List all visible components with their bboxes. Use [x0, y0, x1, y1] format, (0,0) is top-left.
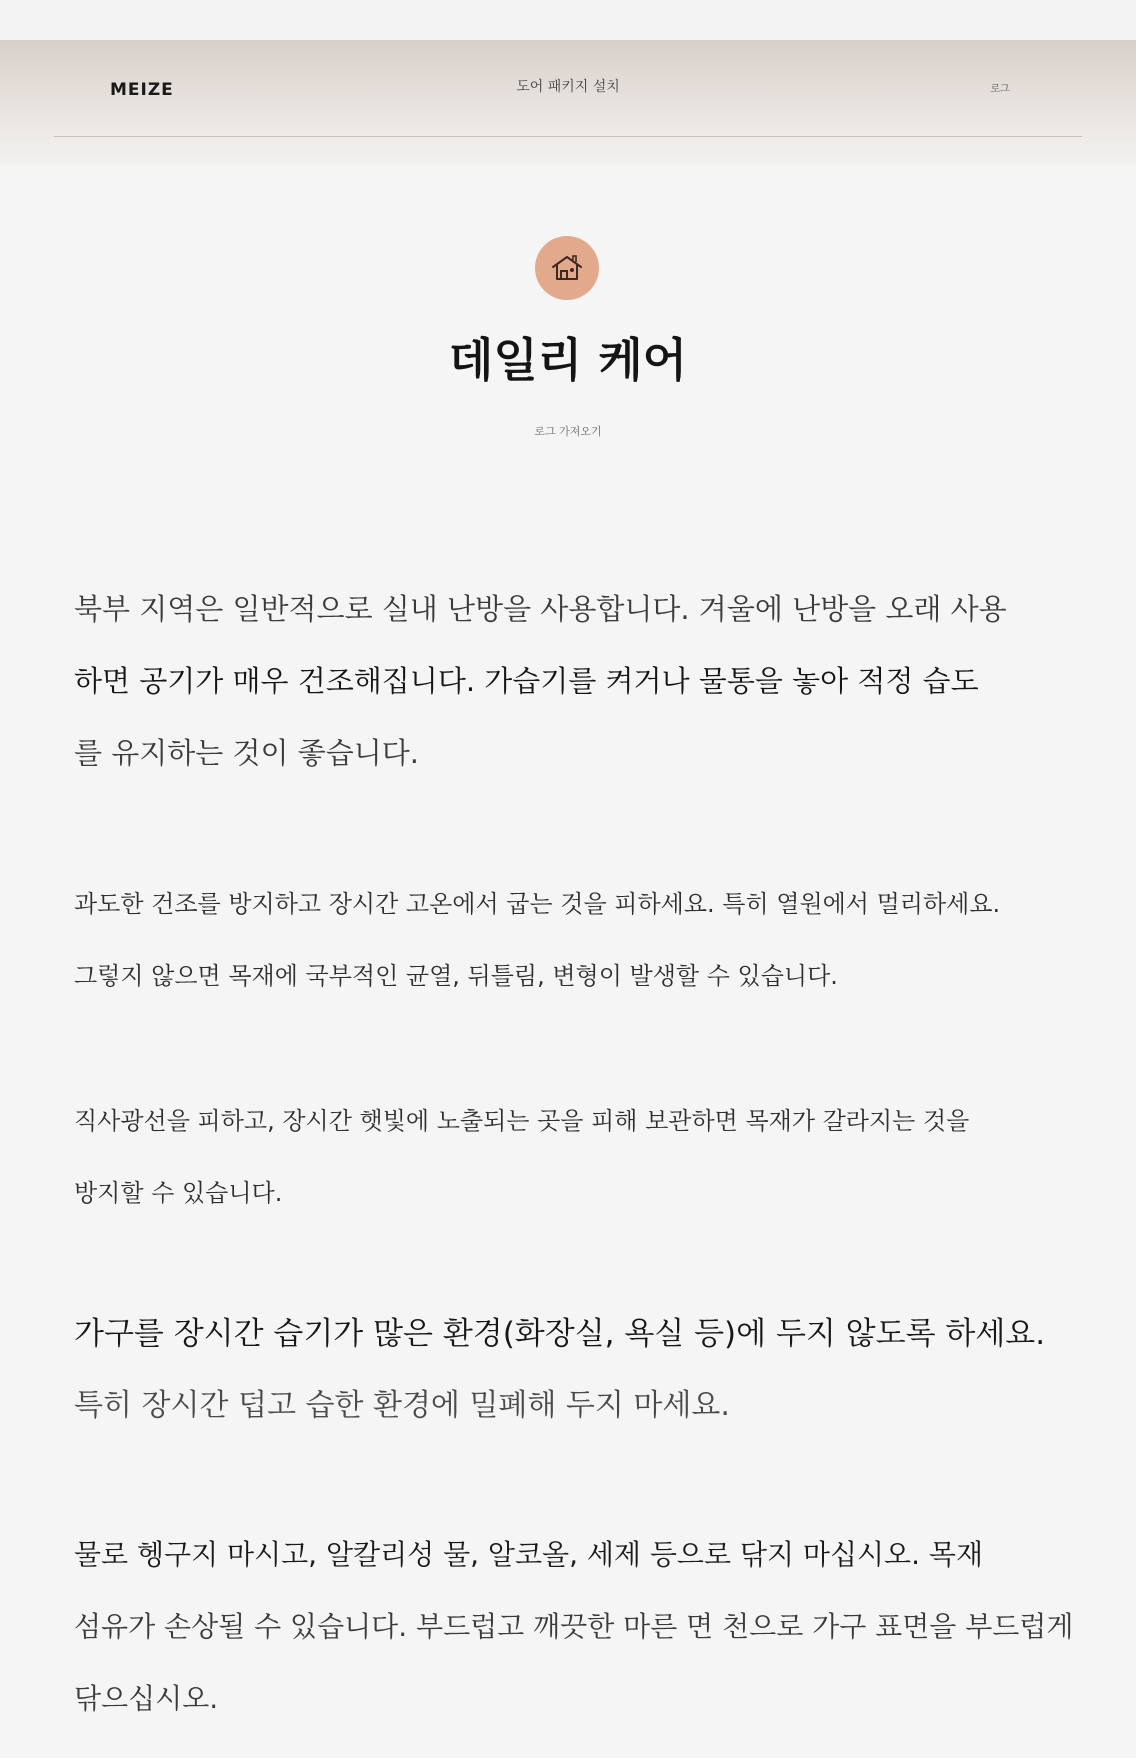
header-divider — [54, 136, 1082, 137]
care-paragraph-heating — [74, 573, 1074, 789]
paragraph-line: 를 유지하는 것이 좋습니다. — [74, 736, 420, 770]
brand-logo[interactable]: MEIZE — [110, 80, 174, 100]
import-log-link[interactable]: 로그 가져오기 — [534, 425, 602, 438]
nav-door-package[interactable]: 도어 패키지 설치 — [516, 79, 620, 95]
care-paragraph-dryness — [74, 868, 1074, 1012]
paragraph-line: 방지할 수 있습니다. — [74, 1179, 283, 1207]
care-paragraph-humidity — [74, 1298, 1074, 1442]
nav-log-link[interactable]: 로그 — [990, 84, 1010, 95]
care-paragraph-sunlight — [74, 1085, 1074, 1229]
paragraph-line: 특히 장시간 덥고 습한 환경에 밀폐해 두지 마세요. — [74, 1388, 730, 1423]
site-header — [0, 40, 1136, 165]
paragraph-line: 하면 공기가 매우 건조해집니다. 가습기를 켜거나 물통을 놓아 적정 습도 — [74, 664, 979, 698]
paragraph-line: 직사광선을 피하고, 장시간 햇빛에 노출되는 곳을 피해 보관하면 목재가 갈라지는 것을 — [74, 1107, 970, 1135]
paragraph-line: 섬유가 손상될 수 있습니다. 부드럽고 깨끗한 마른 면 천으로 가구 표면을 부드럽게 — [74, 1610, 1074, 1643]
paragraph-line: 북부 지역은 일반적으로 실내 난방을 사용합니다. 겨울에 난방을 오래 사용 — [74, 592, 1007, 626]
paragraph-line: 가구를 장시간 습기가 많은 환경(화장실, 욕실 등)에 두지 않도록 하세요. — [74, 1316, 1046, 1352]
paragraph-line: 과도한 건조를 방지하고 장시간 고온에서 굽는 것을 피하세요. 특히 열원에서 멀리하세요. — [74, 890, 1001, 918]
paragraph-line: 그렇지 않으면 목재에 국부적인 균열, 뒤틀림, 변형이 발생할 수 있습니다. — [74, 962, 838, 990]
page-title: 데일리 케어 — [448, 333, 688, 387]
care-paragraph-cleaning — [74, 1519, 1074, 1735]
paragraph-line: 물로 헹구지 마시고, 알칼리성 물, 알코올, 세제 등으로 닦지 마십시오. 목재 — [74, 1538, 984, 1571]
house-icon — [535, 236, 599, 300]
paragraph-line: 닦으십시오. — [74, 1682, 219, 1715]
top-strip — [0, 0, 1136, 40]
